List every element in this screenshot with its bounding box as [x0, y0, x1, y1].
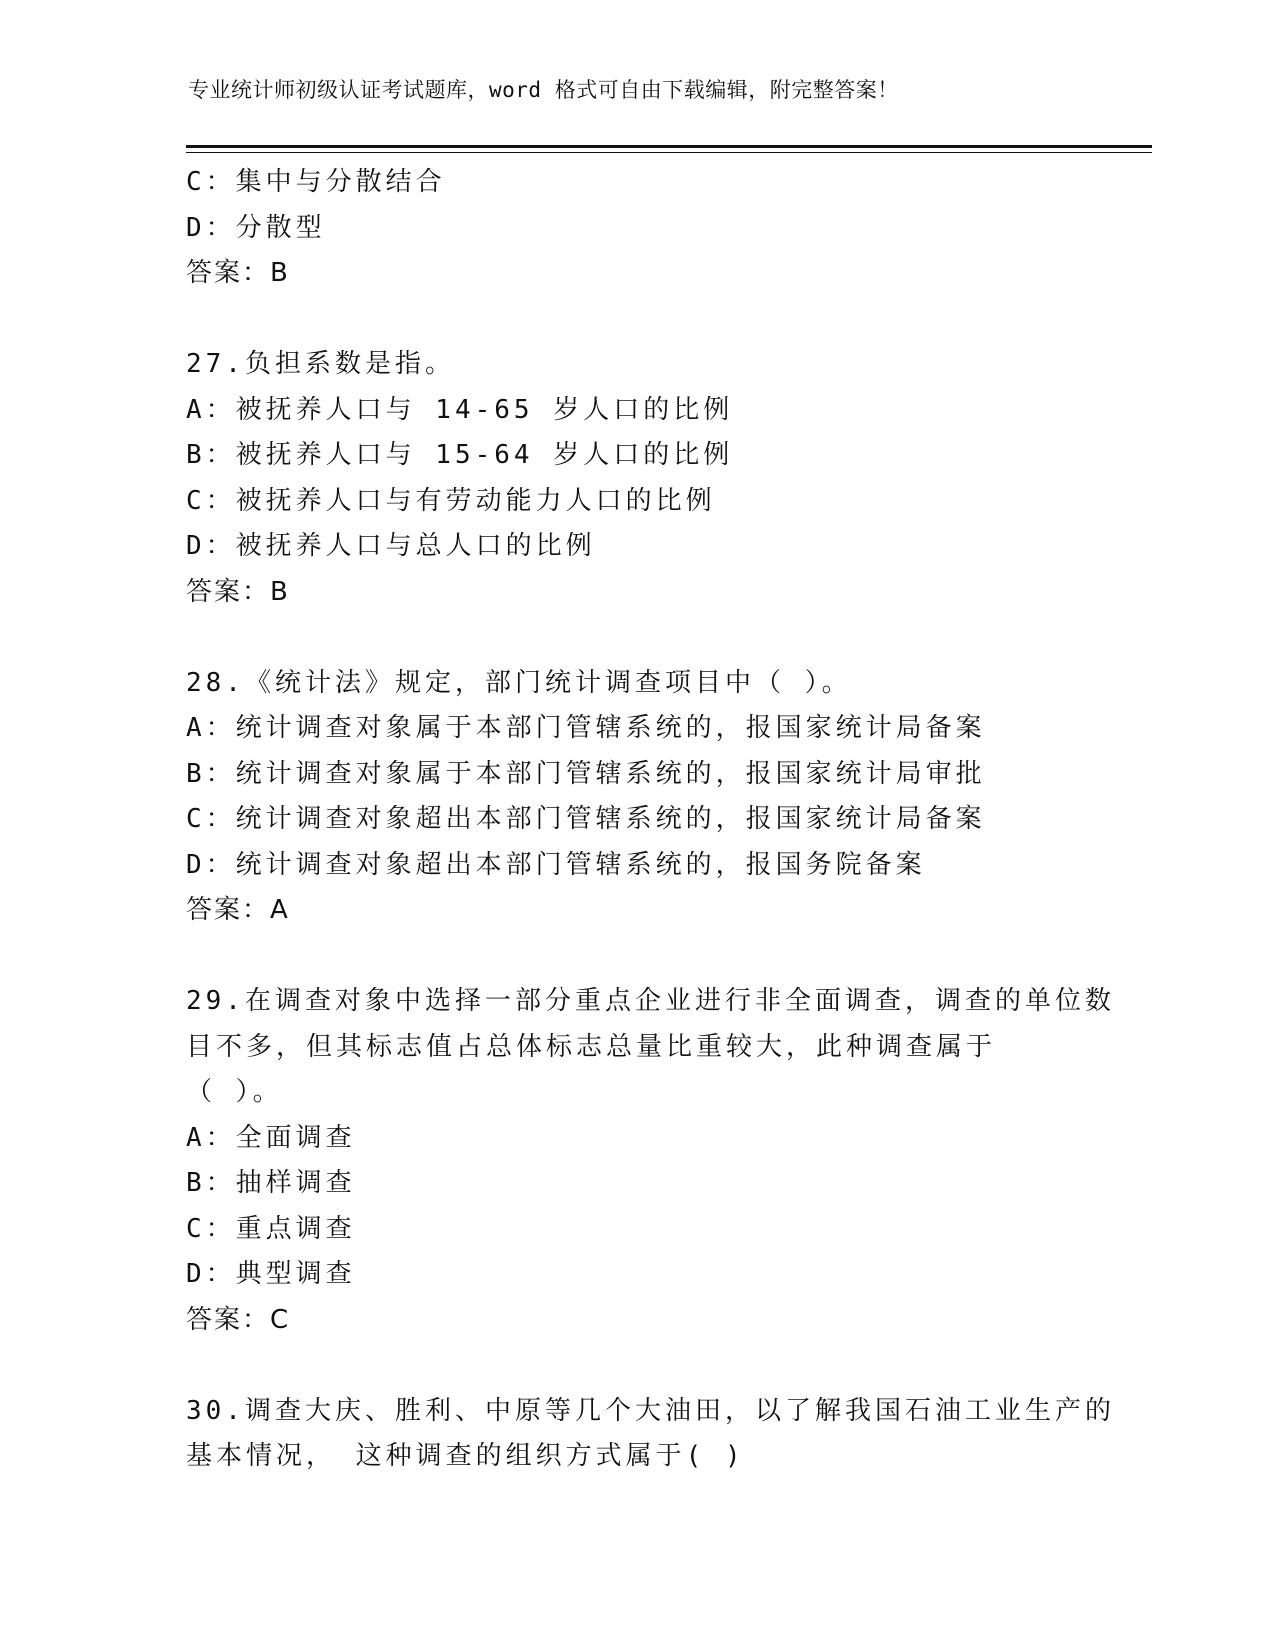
option-b: B：统计调查对象属于本部门管辖系统的，报国家统计局审批: [186, 758, 986, 789]
question-27: [186, 342, 1086, 615]
question-29: [186, 979, 1115, 1343]
page-header: 专业统计师初级认证考试题库，word 格式可自由下载编辑，附完整答案！: [188, 78, 899, 102]
question-stem: 27.负担系数是指。: [186, 349, 455, 379]
option-c: C：统计调查对象超出本部门管辖系统的，报国家统计局备案: [186, 804, 986, 834]
option-d: D：统计调查对象超出本部门管辖系统的，报国务院备案: [186, 849, 926, 880]
option-a: A：统计调查对象属于本部门管辖系统的，报国家统计局备案: [186, 713, 986, 743]
question-stem: 29.在调查对象中选择一部分重点企业进行非全面调查，调查的单位数: [186, 986, 1115, 1016]
option-c: C：集中与分散结合: [186, 167, 446, 197]
question-stem-cont: （ ）。: [186, 1077, 283, 1107]
option-b: B：抽样调查: [186, 1168, 356, 1198]
option-a: A：被抚养人口与 14-65 岁人口的比例: [186, 394, 734, 425]
option-a: A：全面调查: [186, 1122, 356, 1153]
option-c: C：重点调查: [186, 1213, 356, 1244]
question-stem-cont: 基本情况， 这种调查的组织方式属于( ): [186, 1441, 745, 1471]
answer-line: 答案：C: [186, 1304, 291, 1335]
question-30: [186, 1389, 1115, 1480]
option-b: B：被抚养人口与 15-64 岁人口的比例: [186, 440, 734, 470]
question-28: [186, 661, 1086, 934]
option-c: C：被抚养人口与有劳动能力人口的比例: [186, 485, 716, 516]
question-stem-cont: 目不多，但其标志值占总体标志总量比重较大，此种调查属于: [186, 1031, 997, 1062]
answer-line: 答案：B: [186, 576, 290, 607]
answer-line: 答案：A: [186, 895, 290, 925]
header-rule-thin: [186, 152, 1152, 153]
question-content: [186, 160, 1115, 1480]
header-rule-thick: [186, 145, 1152, 148]
question-stem: 30.调查大庆、胜利、中原等几个大油田，以了解我国石油工业生产的: [186, 1395, 1115, 1426]
option-d: D：被抚养人口与总人口的比例: [186, 531, 596, 561]
prev-question: [186, 160, 1086, 297]
option-d: D：典型调查: [186, 1259, 356, 1289]
answer-line: 答案：B: [186, 258, 290, 288]
question-stem: 28.《统计法》规定，部门统计调查项目中（ ）。: [186, 667, 852, 698]
option-d: D：分散型: [186, 212, 326, 243]
